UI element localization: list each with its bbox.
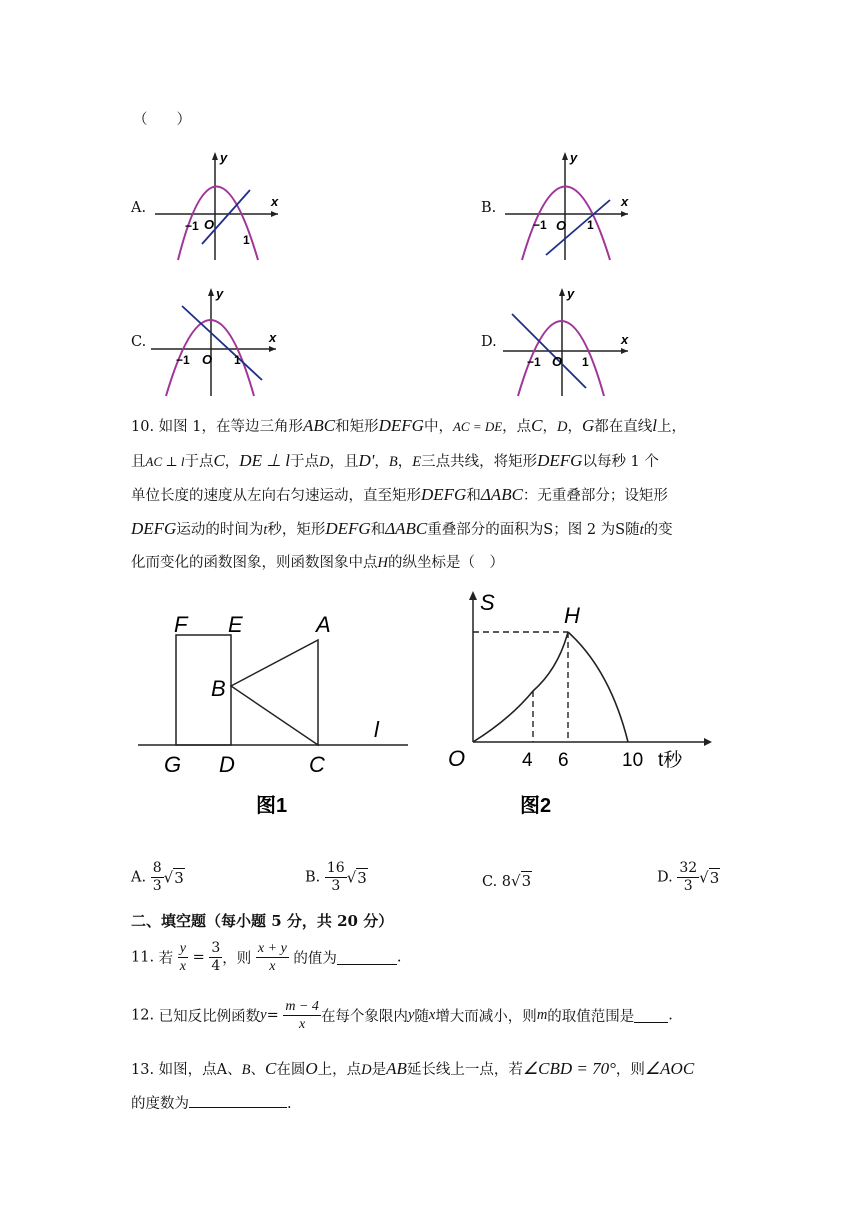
label-o: O bbox=[448, 746, 466, 771]
label-e: E bbox=[228, 612, 243, 637]
question-number: 12. bbox=[131, 1007, 155, 1024]
tick-neg-one: −1 bbox=[176, 353, 190, 367]
tick-one: 1 bbox=[587, 218, 594, 232]
axis-x-label: x bbox=[621, 194, 629, 209]
q10-line-5: 化而变化的函数图象，则函数图象中点H的纵坐标是（ ） bbox=[131, 555, 504, 571]
label-g: G bbox=[164, 752, 182, 777]
answer-blank[interactable] bbox=[337, 950, 397, 965]
axis-t-label: t秒 bbox=[658, 750, 683, 771]
q9-option-b-graph[interactable] bbox=[500, 148, 640, 263]
tick-one: 1 bbox=[234, 353, 241, 367]
answer-blank[interactable] bbox=[189, 1093, 287, 1108]
q10-line-3: 单位长度的速度从左向右匀速运动，直至矩形DEFG和ΔABC：无重叠部分；设矩形 bbox=[131, 485, 668, 504]
tick-neg-one: −1 bbox=[185, 219, 199, 233]
axis-x-label: x bbox=[269, 330, 277, 345]
origin-label: O bbox=[556, 218, 567, 233]
q10-option-c[interactable]: C. 8√3 bbox=[482, 872, 532, 890]
q10-line-4: DEFG运动的时间为t秒，矩形DEFG和ΔABC重叠部分的面积为S；图 2 为S随t的变 bbox=[131, 519, 673, 538]
axis-x-label: x bbox=[621, 332, 629, 347]
axis-y-label: y bbox=[216, 286, 224, 301]
question-number: 10. bbox=[131, 419, 155, 435]
question-number: 13. bbox=[131, 1062, 155, 1078]
tick-4: 4 bbox=[522, 750, 533, 771]
tick-neg-one: −1 bbox=[527, 355, 541, 369]
figure-2-caption: 图2 bbox=[520, 795, 552, 817]
q13-line-1: 13. 如图，点A、B、C在圆O上，点D是AB延长线上一点，若∠CBD = 70°，则∠AOC bbox=[131, 1059, 695, 1078]
figure-1-caption: 图1 bbox=[256, 795, 288, 817]
axis-x-label: x bbox=[271, 194, 279, 209]
axis-y-label: y bbox=[220, 150, 228, 165]
q10-option-b[interactable]: B. $\frac{16}{3}$ √3 bbox=[305, 860, 367, 894]
label-b: B bbox=[211, 676, 226, 701]
origin-label: O bbox=[202, 352, 213, 367]
q10-line-2: 且AC ⊥ l于点C，DE ⊥ l于点D，且D'，B，E三点共线，将矩形DEFG以每秒 1 个 bbox=[131, 451, 659, 470]
q10-line-1: 10. 如图 1，在等边三角形ABC和矩形DEFG中，AC = DE，点C，D，G都在直线l上， bbox=[131, 416, 687, 435]
label-a: A bbox=[316, 612, 331, 637]
tick-6: 6 bbox=[558, 750, 569, 771]
tick-one: 1 bbox=[582, 355, 589, 369]
section-2-title: 二、填空题（每小题 5 分，共 20 分） bbox=[131, 912, 394, 930]
label-l: l bbox=[374, 717, 379, 742]
curve-falling bbox=[568, 632, 628, 742]
origin-label: O bbox=[552, 354, 563, 369]
tick-10: 10 bbox=[622, 750, 644, 771]
axis-y-label: y bbox=[570, 150, 578, 165]
label-c: C bbox=[309, 752, 325, 777]
prev-question-bracket: （ ） bbox=[133, 112, 191, 128]
q10-option-a[interactable]: A. $\frac{8}{3}$ √3 bbox=[131, 860, 184, 894]
tick-neg-one: −1 bbox=[533, 218, 547, 232]
q10-figure-2 bbox=[440, 585, 730, 830]
label-d: D bbox=[219, 752, 235, 777]
label-h: H bbox=[564, 603, 580, 628]
label-f: F bbox=[174, 612, 188, 637]
q10-figure-1 bbox=[130, 600, 420, 830]
triangle-abc bbox=[231, 640, 318, 745]
q9-option-c-graph[interactable] bbox=[148, 284, 288, 399]
question-number: 11. bbox=[131, 949, 155, 966]
answer-blank[interactable] bbox=[634, 1008, 668, 1023]
q11: 11. 若 $\frac{y}{x}$ = $\frac{3}{4}$ ，则 $\frac{x + y}{x}$ 的值为 . bbox=[131, 940, 402, 974]
curve-rising bbox=[473, 632, 568, 742]
q10-option-d[interactable]: D. $\frac{32}{3}$ √3 bbox=[657, 860, 720, 894]
q12: 12. 已知反比例函数y= $\frac{m - 4}{x}$ 在每个象限内y随x增大而减小，则m的取值范围是 . bbox=[131, 999, 673, 1032]
q9-option-d-graph[interactable] bbox=[500, 284, 640, 399]
q9-option-d-label[interactable]: D. bbox=[481, 334, 497, 350]
q9-option-c-label[interactable]: C. bbox=[131, 334, 147, 350]
origin-label: O bbox=[204, 217, 215, 232]
q9-option-a-graph[interactable] bbox=[150, 148, 290, 263]
axis-y-label: y bbox=[567, 286, 575, 301]
label-s: S bbox=[480, 590, 495, 615]
q9-option-a-label[interactable]: A. bbox=[131, 200, 147, 216]
tick-one: 1 bbox=[243, 233, 250, 247]
q9-option-b-label[interactable]: B. bbox=[481, 200, 497, 216]
q13-line-2: 的度数为 . bbox=[131, 1092, 292, 1113]
